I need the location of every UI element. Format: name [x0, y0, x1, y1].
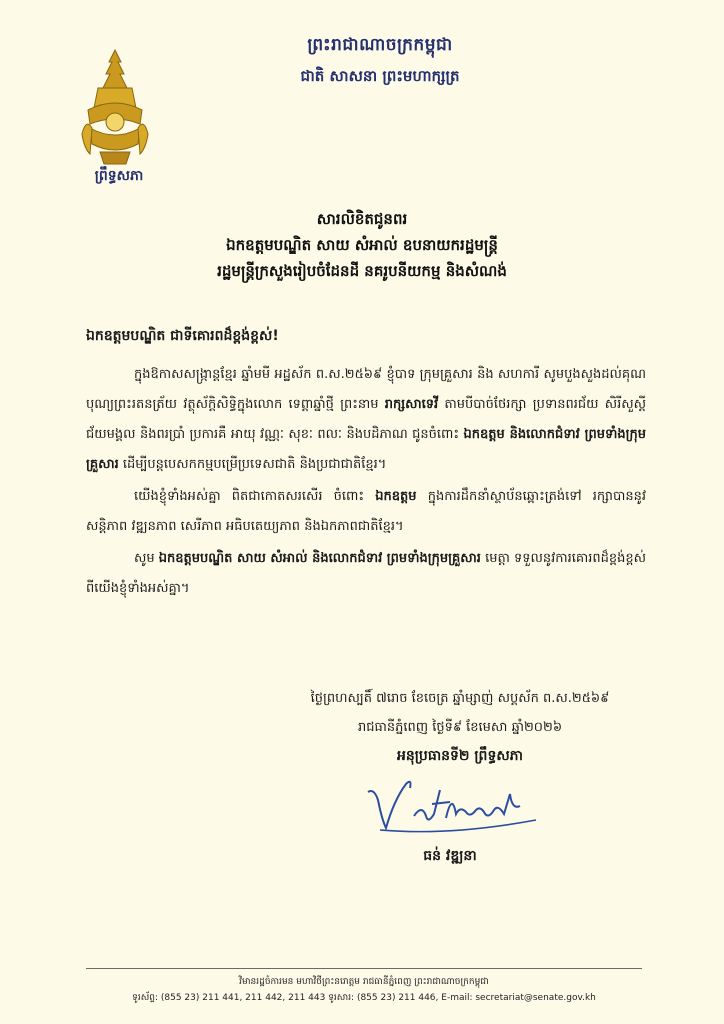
footer-address: វិមានរដ្ឋចំការមន មហាវិថីព្រះនរោត្តម រាជធានីភ្នំពេញ ព្រះរាជាណាចក្រកម្ពុជា	[239, 977, 489, 987]
royal-emblem-icon	[80, 48, 150, 166]
salutation: ឯកឧត្តមបណ្ឌិត ជាទីគោរពដ៏ខ្ពង់ខ្ពស់!	[86, 328, 279, 344]
letterhead	[250, 34, 510, 89]
solar-date: រាជធានីភ្នំពេញ ថ្ងៃទី៩ ខែមេសា ឆ្នាំ២០២៦	[357, 720, 563, 735]
text-run: ក្នុងឱកាសសង្ក្រាន្តខ្មែរ ឆ្នាំមមី អដ្ឋស័ក ព.ស.២៥៦៩ ខ្ញុំបាទ ក្រុមគ្រួសារ និង សហការី សូមបួងសួងដល់គុណបុណ្យព្រះរតនត្រ័យ វត្ថុស័ក្តិសិទ្ធិក្នុងលោក ទេព្តាឆ្នាំថ្មី ព្រះនាម	[86, 367, 646, 412]
title-line: ឯកឧត្តមបណ្ឌិត សាយ សំអាល់ ឧបនាយករដ្ឋមន្ត្រី	[226, 236, 498, 254]
institution-name: ព្រឹទ្ធសភា	[94, 168, 144, 184]
text-run: យើងខ្ញុំទាំងអស់គ្នា ពិតជាកោតសរសើរ ចំពោះ	[134, 489, 365, 504]
lunar-date: ថ្ងៃព្រហស្បតិ៍ ៧រោច ខែចេត្រ ឆ្នាំម្សាញ់ សប្តស័ក ព.ស.២៥៦៩	[310, 691, 610, 706]
recipient-name: ឯកឧត្តម និងលោកជំទាវ ព្រមទាំងក្រុមគ្រួសារ	[86, 427, 646, 472]
signer-title: អនុប្រធានទី២ ព្រឹទ្ធសភា	[396, 748, 523, 764]
paragraph-2	[86, 482, 646, 542]
recipient-name: ឯកឧត្តមបណ្ឌិត សាយ សំអាល់ និងលោកជំទាវ ព្រមទាំងក្រុមគ្រួសារ	[158, 551, 481, 566]
text-run: ដើម្បីបន្តបេសកកម្មបម្រើប្រទេសជាតិ និងប្រជាជាតិខ្មែរ។	[122, 457, 387, 472]
deity-name: រាក្សសាទេវី	[384, 397, 439, 412]
paragraph-1	[86, 360, 646, 480]
date-and-signature-block	[290, 684, 630, 771]
national-motto: ជាតិ សាសនា ព្រះមហាក្សត្រ	[300, 67, 460, 85]
footer-divider	[86, 968, 642, 969]
text-run: មេត្តា ទទួលនូវការគោរពដ៏ខ្ពង់ខ្ពស់ ពីយើងខ្ញុំទាំងអស់គ្នា។	[86, 551, 646, 596]
footer-contact: ទូរស័ព្ទ: (855 23) 211 441, 211 442, 211 443 ទូរសារ: (855 23) 211 446, E-mail: secretariat@senate.gov.kh	[132, 993, 596, 1003]
footer	[86, 974, 642, 1006]
title-line: សារលិខិតជូនពរ	[316, 210, 408, 228]
text-run: តាមបីបាច់ថែរក្សា ប្រទានពរជ័យ សិរីសួស្តី ជ័យមង្គល និងពរប្រាំ ប្រការគឺ អាយុ វណ្ណៈ សុខៈ ពលៈ និងបដិភាណ ជូនចំពោះ	[86, 397, 646, 442]
letter-title	[120, 206, 604, 284]
handwritten-signature	[360, 770, 550, 840]
recipient-name: ឯកឧត្តម	[375, 489, 417, 504]
paragraph-3	[86, 544, 646, 604]
title-line: រដ្ឋមន្ត្រីក្រសួងរៀបចំដែនដី នគរូបនីយកម្ម និងសំណង់	[217, 262, 507, 280]
letter-body	[86, 360, 646, 606]
text-run: សូម	[134, 551, 155, 566]
signer-name: ធន់ វឌ្ឍនា	[423, 848, 477, 864]
text-run: ក្នុងការដឹកនាំស្ថាប័នឆ្ពោះត្រង់ទៅ រក្សាបាននូវសន្តិភាព វឌ្ឍនភាព សេរីភាព អធិបតេយ្យភាព និងឯកភាពជាតិខ្មែរ។	[86, 489, 647, 534]
kingdom-name: ព្រះរាជាណាចក្រកម្ពុជា	[307, 35, 453, 55]
